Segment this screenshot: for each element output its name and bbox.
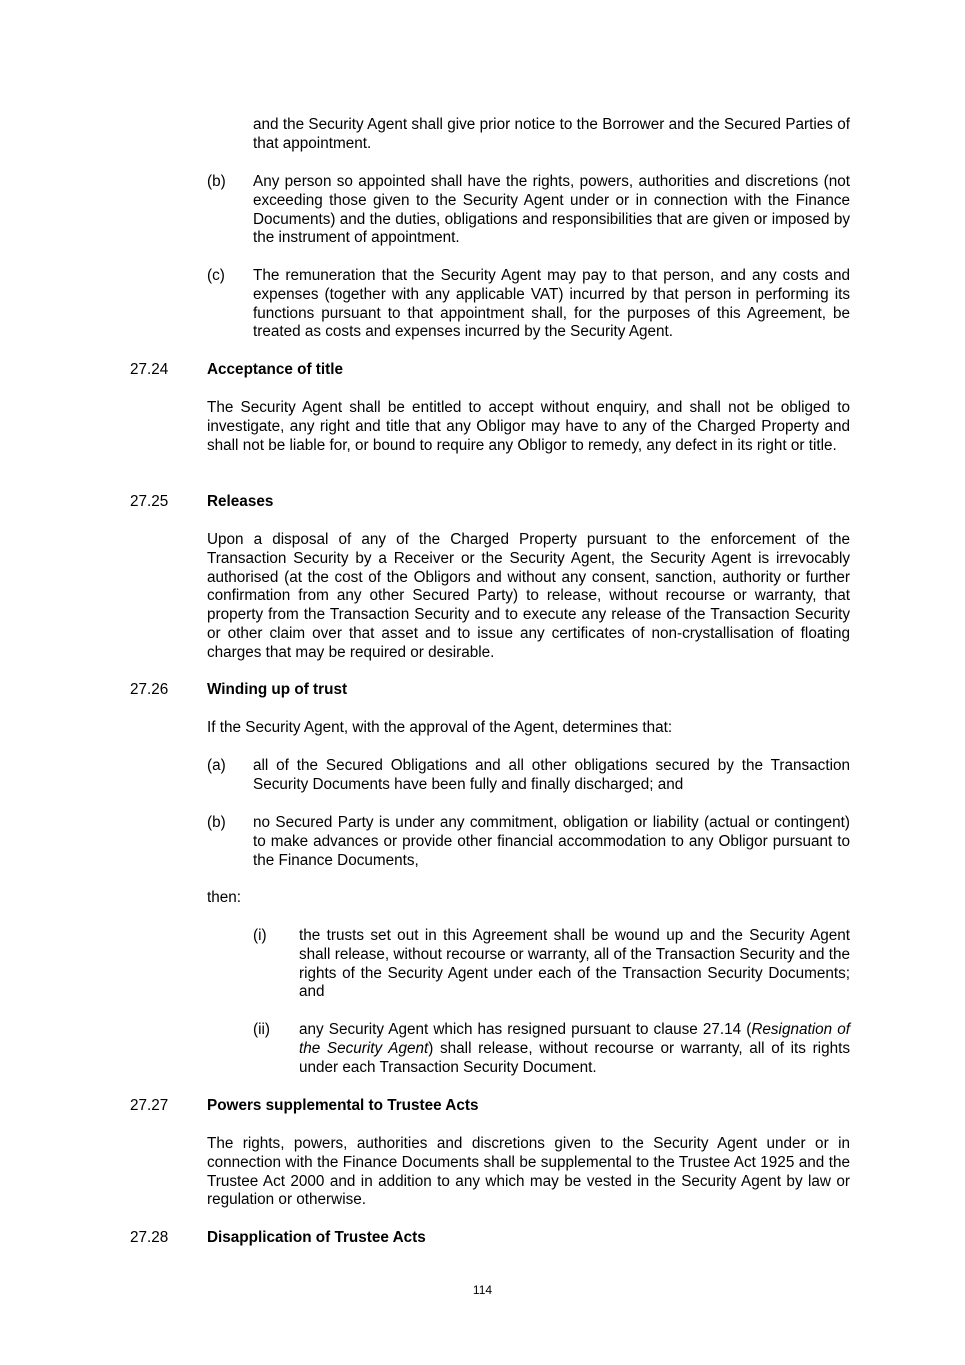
section-number: 27.25 [130,493,169,510]
list-item-label: (a) [207,757,226,774]
section-intro: If the Security Agent, with the approval of the Agent, determines that: [207,719,673,736]
list-item-label: (c) [207,267,225,284]
sub-item-text-pre: any Security Agent which has resigned pursuant to clause 27.14 ( [299,1021,752,1038]
section-heading: Releases [207,493,274,510]
sub-item-text-post: ) shall release, without recourse or warranty, all of its rights under each Transaction Security Document. [299,1039,850,1076]
sub-item-label: (ii) [253,1021,270,1038]
list-item-label: (b) [207,814,226,831]
sub-item-label: (i) [253,927,267,944]
then-label: then: [207,889,242,906]
section-number: 27.28 [130,1229,169,1246]
list-item-label: (b) [207,173,226,190]
section-number: 27.24 [130,361,169,378]
section-heading: Disapplication of Trustee Acts [207,1229,426,1246]
list-item-text: no Secured Party is under any commitment, obligation or liability (actual or contingent) to make advances or provide other financial accommodation to any Obligor pursuant to the Finance Documents, [253,814,850,869]
section-heading: Acceptance of title [207,361,344,378]
section-body: The Security Agent shall be entitled to accept without enquiry, and shall not be obliged to investigate, any right and title that any Obligor may have to any of the Charged Property and shall not be liable for, or bound to require any Obligor to remedy, any defect in its right or title. [207,399,850,454]
section-heading: Winding up of trust [207,681,348,698]
sub-item-text: the trusts set out in this Agreement shall be wound up and the Security Agent shall release, without recourse or warranty, all of the Transaction Security and the rights of the Security Agent under each of the Transaction Security Documents; and [299,927,850,1001]
list-item-text: all of the Secured Obligations and all other obligations secured by the Transaction Security Documents have been fully and finally discharged; and [253,757,850,793]
section-number: 27.27 [130,1097,169,1114]
continuation-paragraph: and the Security Agent shall give prior notice to the Borrower and the Secured Parties of that appointment. [253,116,850,152]
page-number: 114 [472,1283,493,1297]
list-item-text: Any person so appointed shall have the rights, powers, authorities and discretions (not exceeding those given to the Security Agent under or in connection with the Finance Documents) and the duties, obligations and responsibilities that are given or imposed by the instrument of appointment. [253,173,850,247]
section-number: 27.26 [130,681,169,698]
list-item-text: The remuneration that the Security Agent may pay to that person, and any costs and expenses (together with any applicable VAT) incurred by that person in performing its functions pursuant to that appointment shall, for the purposes of this Agreement, be treated as costs and expenses incurred by the Security Agent. [253,267,850,341]
sub-item-text [299,1021,850,1077]
clause-reference-title: Resignation of the Security Agent [299,1021,851,1057]
section-body: Upon a disposal of any of the Charged Property pursuant to the enforcement of the Transaction Security by a Receiver or the Security Agent, the Security Agent is irrevocably authorised (at the cost of the Obligors and without any consent, sanction, authority or further confirmation from any other Secured Party) to release, without recourse or warranty, that property from the Transaction Security and to execute any release of the Transaction Security or other claim over that asset and to issue any certificates of non-crystallisation of floating charges that may be required or desirable. [207,531,850,661]
section-body: The rights, powers, authorities and discretions given to the Security Agent under or in connection with the Finance Documents shall be supplemental to the Trustee Act 1925 and the Trustee Act 2000 and in addition to any which may be vested in the Security Agent by law or regulation or otherwise. [207,1135,850,1209]
section-heading: Powers supplemental to Trustee Acts [207,1097,479,1114]
